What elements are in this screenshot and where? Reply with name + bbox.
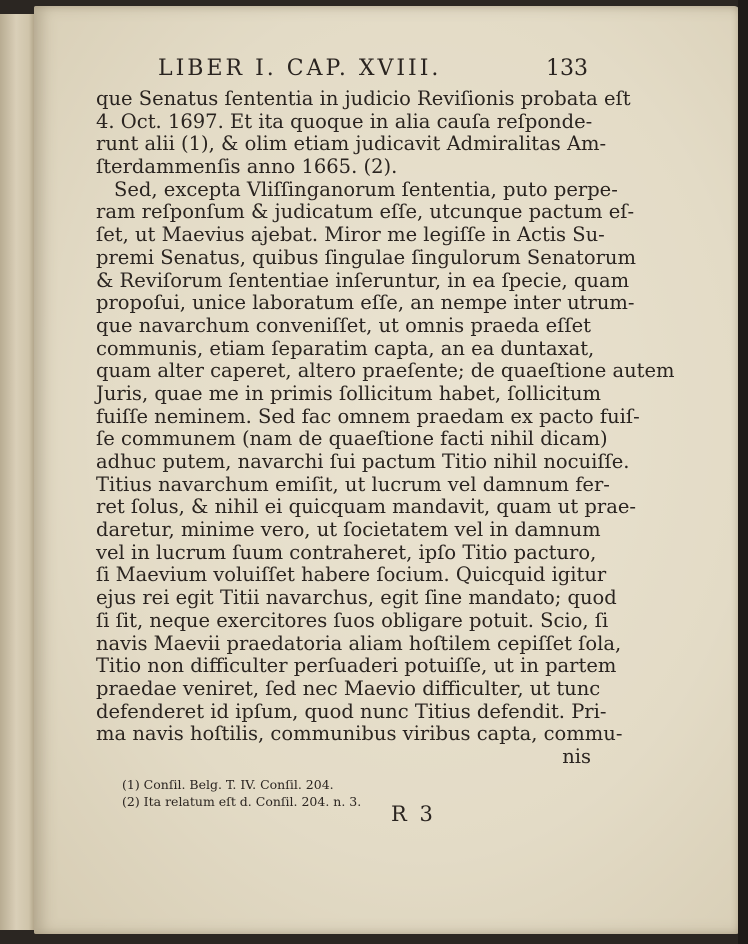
- text-line: navis Maevii praedatoria aliam hoſtilem cepiſſet ſola,: [96, 631, 622, 655]
- text-line: communis, etiam ſeparatim capta, an ea duntaxat,: [96, 336, 595, 360]
- text-line: ſi Maevium voluiſſet habere ſocium. Quicquid igitur: [96, 563, 607, 587]
- footnote: (1) Conſil. Belg. T. IV. Conſil. 204.: [122, 777, 334, 792]
- running-head-title: LIBER I. CAP. XVIII.: [158, 56, 442, 81]
- text-line: ram reſponſum & judicatum eſſe, utcunque pactum eſ-: [96, 200, 635, 224]
- footnote: (2) Ita relatum eſt d. Conſil. 204. n. 3.: [122, 794, 362, 809]
- text-line: ret ſolus, & nihil ei quicquam mandavit, quam ut prae-: [96, 495, 636, 519]
- body-text: [96, 87, 675, 769]
- text-line: Titius navarchum emiſit, ut lucrum vel damnum fer-: [96, 472, 610, 496]
- text-line: 4. Oct. 1697. Et ita quoque in alia cauſa reſponde-: [96, 109, 593, 133]
- signature-mark: R 3: [391, 802, 436, 826]
- text-line: premi Senatus, quibus ſingulae ſingulorum Senatorum: [96, 245, 636, 269]
- text-line: Juris, quae me in primis ſollicitum habet, ſollicitum: [96, 381, 602, 405]
- text-line: que navarchum conveniſſet, ut omnis praeda eſſet: [96, 313, 591, 337]
- text-line: defenderet id ipſum, quod nunc Titius defendit. Pri-: [96, 699, 607, 723]
- previous-page-edge: [0, 14, 37, 930]
- text-line: daretur, minime vero, ut ſocietatem vel in damnum: [96, 518, 601, 542]
- catchword: nis: [562, 744, 591, 768]
- text-line: Titio non difficulter perſuaderi potuiſſe, ut in partem: [96, 654, 617, 678]
- text-line: ſi ſit, neque exercitores ſuos obligare potuit. Scio, ſi: [96, 608, 609, 632]
- running-head: [158, 56, 588, 81]
- text-line: que Senatus ſententia in judicio Reviſionis probata eſt: [96, 87, 631, 110]
- text-line: ſterdammenſis anno 1665. (2).: [96, 155, 398, 179]
- text-line: vel in lucrum ſuum contraheret, ipſo Titio pacturo,: [96, 540, 597, 564]
- scan-border: [738, 0, 748, 944]
- text-line: ſe communem (nam de quaeſtione facti nihil dicam): [96, 427, 608, 451]
- text-line: ejus rei egit Titii navarchus, egit ſine mandato; quod: [96, 586, 617, 610]
- text-line: fuiſſe neminem. Sed fac omnem praedam ex pacto fuiſ-: [96, 404, 640, 428]
- text-line: quam alter caperet, altero praeſente; de quaeſtione autem: [96, 359, 675, 383]
- text-line: ma navis hoſtilis, communibus viribus capta, commu-: [96, 722, 623, 746]
- text-line: adhuc putem, navarchi ſui pactum Titio nihil nocuiſſe.: [96, 450, 630, 473]
- text-line: ſet, ut Maevius ajebat. Miror me legiſſe in Actis Su-: [96, 223, 605, 247]
- page-number: 133: [546, 56, 588, 81]
- text-line: praedae veniret, ſed nec Maevio difficulter, ut tunc: [96, 676, 601, 700]
- text-line: runt alii (1), & olim etiam judicavit Admiralitas Am-: [96, 132, 607, 156]
- text-line: propoſui, unice laboratum eſſe, an nempe inter utrum-: [96, 291, 635, 315]
- text-line: & Reviſorum ſententiae inſeruntur, in ea ſpecie, quam: [96, 268, 630, 292]
- text-line: Sed, excepta Vliſſinganorum ſententia, puto perpe-: [114, 177, 618, 201]
